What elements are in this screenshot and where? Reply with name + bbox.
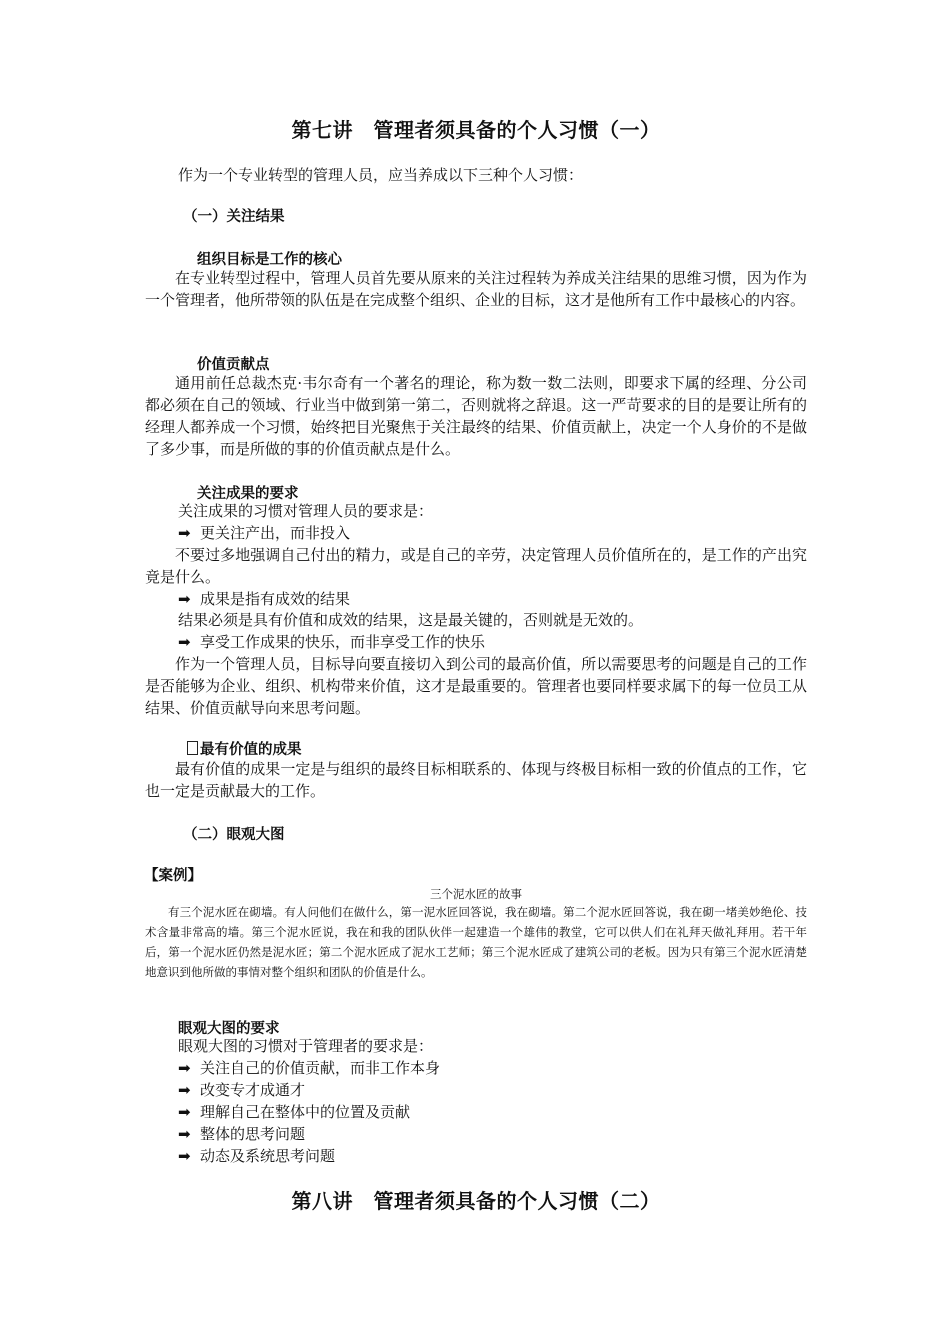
sub2-paragraph: 通用前任总裁杰克·韦尔奇有一个著名的理论，称为数一数二法则，即要求下属的经理、分公司都必须在自己的领域、行业当中做到第一第二，否则就将之辞退。这一严苛要求的目的是要让所有的经理人都养成一个习惯，始终把目光聚焦于关注最终的结果、价值贡献上，决定一个人身价的不是做了多少事，而是所做的事的价值贡献点是什么。 — [145, 374, 807, 458]
intro-text: 作为一个专业转型的管理人员，应当养成以下三种个人习惯： — [178, 166, 584, 184]
sub1-heading: 组织目标是工作的核心 — [197, 252, 342, 268]
list-item-label: 关注自己的价值贡献，而非工作本身 — [200, 1059, 441, 1077]
bullet-label: 成果是指有成效的结果 — [200, 590, 351, 608]
list-item — [178, 1057, 440, 1078]
bullet1-paragraph: 不要过多地强调自己付出的精力，或是自己的辛劳，决定管理人员价值所在的，是工作的产出究竟是什么。 — [145, 546, 807, 586]
sub5-heading: 眼观大图的要求 — [178, 1021, 280, 1037]
right-arrow-icon: ➡ — [178, 1059, 191, 1077]
sub3-intro: 关注成果的习惯对管理人员的要求是： — [178, 502, 434, 520]
case-label: 【案例】 — [144, 868, 202, 884]
sub1-paragraph: 在专业转型过程中，管理人员首先要从原来的关注过程转为养成关注结果的思维习惯，因为作为一个管理者，他所带领的队伍是在完成整个组织、企业的目标，这才是他所有工作中最核心的内容。 — [145, 269, 807, 309]
sub4-heading — [187, 738, 302, 759]
right-arrow-icon: ➡ — [178, 524, 191, 542]
case-paragraph: 有三个泥水匠在砌墙。有人问他们在做什么，第一泥水匠回答说，我在砌墙。第二个泥水匠回答说，我在砌一堵美妙绝伦、技术含量非常高的墙。第三个泥水匠说，我在和我的团队伙伴一起建造一个雄伟的教堂，它可以供人们在礼拜天做礼拜用。若干年后，第一个泥水匠仍然是泥水匠；第二个泥水匠成了泥水工艺师；第三个泥水匠成了建筑公司的老板。因为只有第三个泥水匠清楚地意识到他所做的事情对整个组织和团队的价值是什么。 — [145, 905, 807, 979]
section1-heading: （一）关注结果 — [183, 209, 285, 225]
bullet-item — [178, 522, 350, 543]
list-item-label: 动态及系统思考问题 — [200, 1147, 336, 1165]
bullet3-paragraph: 作为一个管理人员，目标导向要直接切入到公司的最高价值，所以需要思考的问题是自己的工作是否能够为企业、组织、机构带来价值，这才是最重要的。管理者也要同样要求属下的每一位员工从结果、价值贡献导向来思考问题。 — [145, 655, 807, 717]
list-item — [178, 1123, 305, 1144]
right-arrow-icon: ➡ — [178, 1147, 191, 1165]
section2-heading: （二）眼观大图 — [183, 827, 285, 843]
right-arrow-icon: ➡ — [178, 590, 191, 608]
list-item — [178, 1079, 305, 1100]
bullet-item — [178, 588, 350, 609]
bullet2-paragraph: 结果必须是具有价值和成效的结果，这是最关键的，否则就是无效的。 — [178, 611, 644, 629]
lecture8-title: 第八讲 管理者须具备的个人习惯（二） — [291, 1189, 661, 1213]
bullet-label: 享受工作成果的快乐，而非享受工作的快乐 — [200, 633, 486, 651]
sub2-heading: 价值贡献点 — [197, 357, 270, 373]
bullet-label: 更关注产出，而非投入 — [200, 524, 351, 542]
checkbox-glyph-icon — [187, 741, 198, 755]
bullet-item — [178, 631, 485, 652]
list-item — [178, 1145, 335, 1166]
sub4-paragraph: 最有价值的成果一定是与组织的最终目标相联系的、体现与终极目标相一致的价值点的工作，它也一定是贡献最大的工作。 — [145, 760, 807, 800]
lecture7-title: 第七讲 管理者须具备的个人习惯（一） — [291, 118, 661, 142]
right-arrow-icon: ➡ — [178, 1103, 191, 1121]
sub4-title-text: 最有价值的成果 — [200, 742, 302, 758]
list-item-label: 改变专才成通才 — [200, 1081, 306, 1099]
sub5-intro: 眼观大图的习惯对于管理者的要求是： — [178, 1037, 434, 1055]
case-title: 三个泥水匠的故事 — [430, 887, 522, 901]
sub3-heading: 关注成果的要求 — [197, 486, 299, 502]
right-arrow-icon: ➡ — [178, 633, 191, 651]
list-item-label: 整体的思考问题 — [200, 1125, 306, 1143]
right-arrow-icon: ➡ — [178, 1081, 191, 1099]
list-item-label: 理解自己在整体中的位置及贡献 — [200, 1103, 411, 1121]
list-item — [178, 1101, 410, 1122]
right-arrow-icon: ➡ — [178, 1125, 191, 1143]
